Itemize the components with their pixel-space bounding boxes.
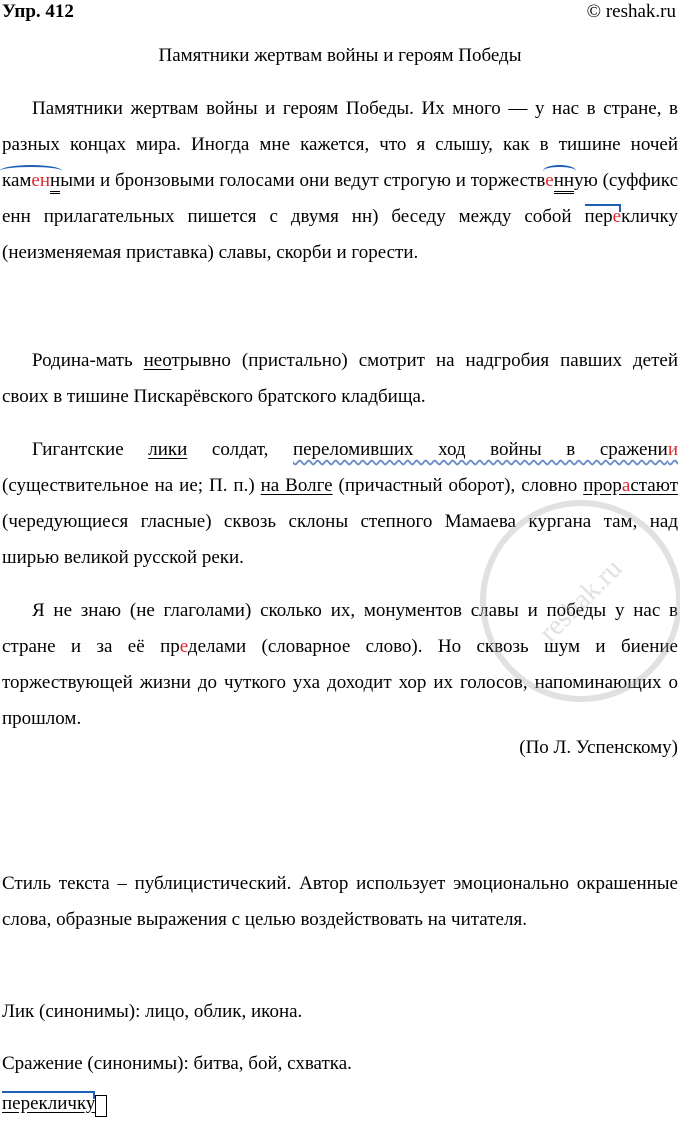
word-neotryvno-prefix: нео [143, 350, 172, 371]
word-na-volge: на Волге [260, 475, 333, 496]
word-pereklichku: пере [584, 206, 622, 227]
paragraph-1: Памятники жертвам войны и героям Победы. Их много — у нас в стране, в разных концах мира. Иногда мне кажется, что я слышу, как в тишине ночей каменными и бронзовыми голосами они ведут строгую и торжественную (суффикс енн прилагательных пишется с двумя нн) беседу между собой перекличку (неизменяемая приставка) славы, скорби и горести. [2, 98, 678, 263]
letter-highlight: е [179, 636, 188, 657]
note-synonyms-srazhenie: Сражение (синонимы): битва, бой, схватка. [2, 1053, 352, 1074]
word-torzhestvennuyu: енн [545, 170, 574, 191]
word-kamennymi: каменн [2, 170, 60, 191]
note-synonyms-lik: Лик (синонимы): лицо, облик, икона. [2, 1001, 303, 1022]
author-attribution: (По Л. Успенскому) [519, 737, 678, 758]
paragraph-2: Родина-мать неотрывно (пристально) смотрит на надгробия павших детей своих в тишине Пискарёвского братского кладбища. [2, 350, 678, 407]
note-style: Стиль текста – публицистический. Автор использует эмоционально окрашенные слова, образные выражения с целью воздействовать на читателя. [2, 873, 678, 930]
word-liki: лики [148, 439, 188, 460]
word-prorastayut: прорастают [583, 475, 678, 496]
page-header [0, 0, 680, 32]
paragraph-4: Я не знаю (не глаголами) сколько их, монументов славы и победы у нас в стране и за её пределами (словарное слово). Но сквозь шум и биение торжествующей жизни до чуткого уха доходит хор их голосов, напоминающих о прошлом. [2, 600, 678, 729]
ending-box [95, 1095, 107, 1117]
paragraph-3: Гигантские лики солдат, переломивших ход войны в сражении (существительное на ие; П. п.) на Волге (причастный оборот), словно прорастают (чередующиеся гласные) сквозь склоны степного Мамаева кургана там, над ширью великой русской реки. [2, 439, 679, 568]
watermark: reshak.ru [438, 458, 680, 744]
site-copyright: © reshak.ru [586, 1, 676, 22]
text-title: Памятники жертвам войны и героям Победы [158, 45, 522, 66]
participle-phrase: переломивших ход войны в сражении [292, 439, 679, 460]
exercise-number: Упр. 412 [2, 1, 74, 22]
word-analysis: перекличку [2, 1093, 107, 1117]
